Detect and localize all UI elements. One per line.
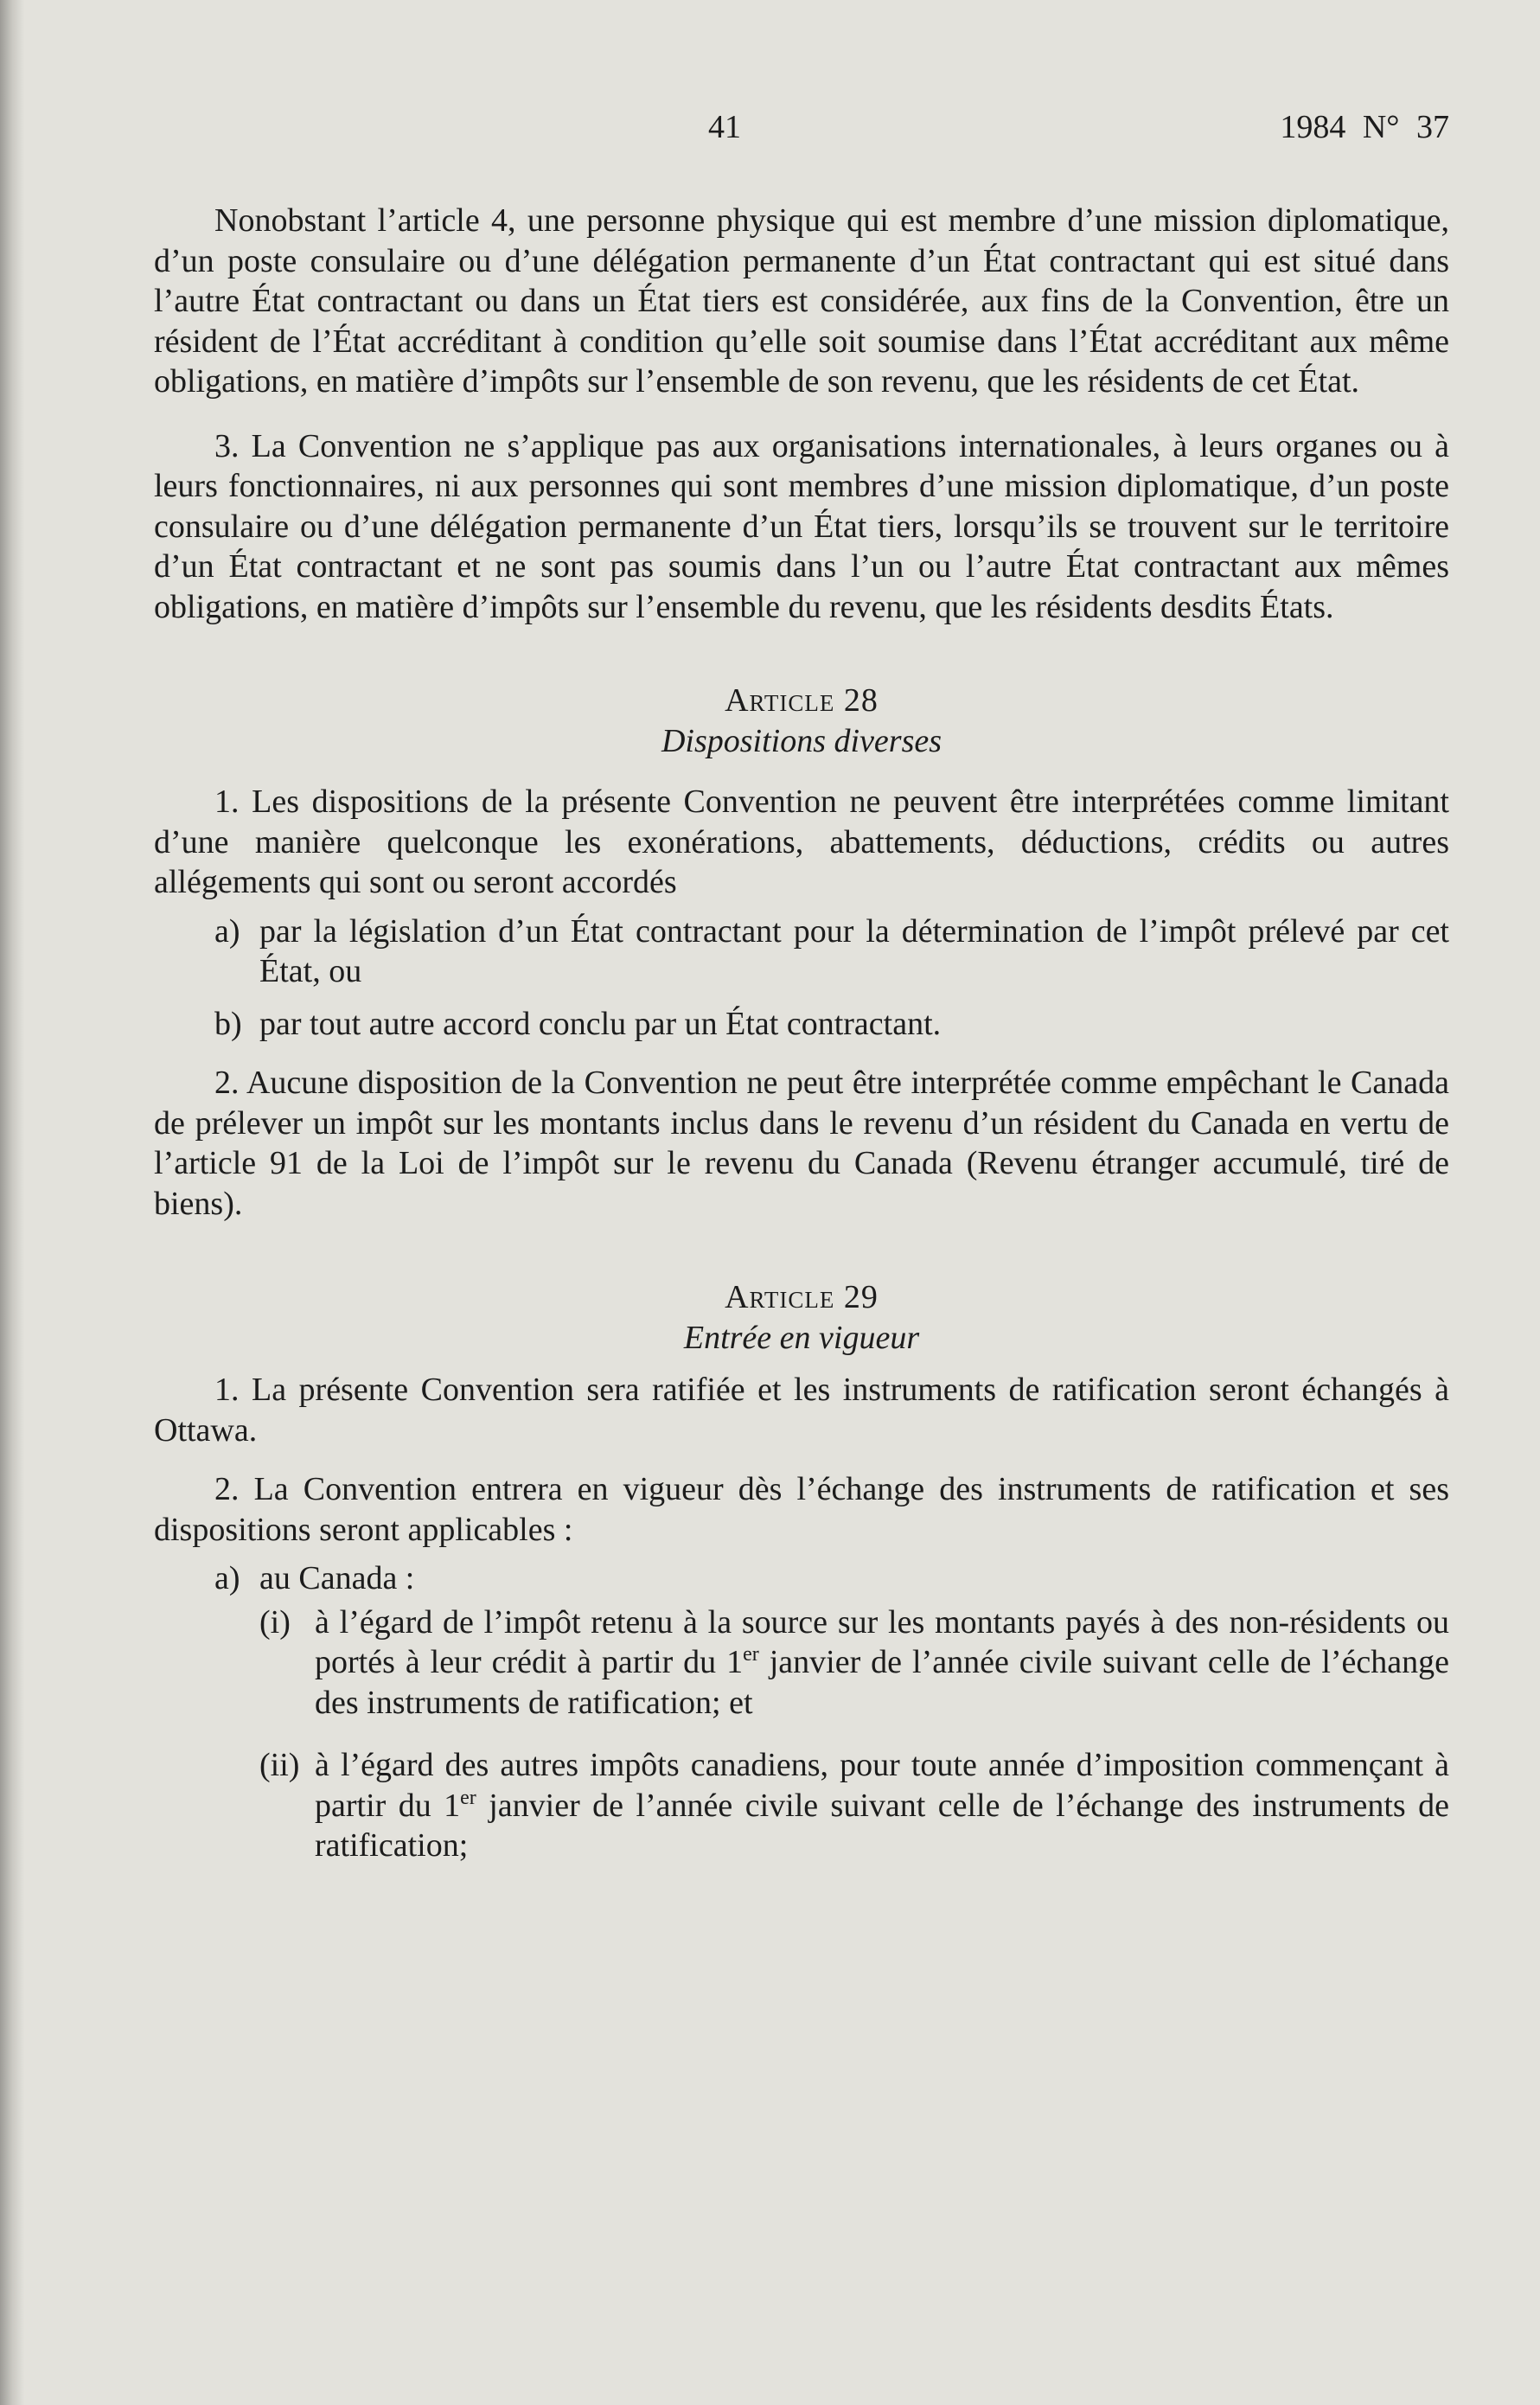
article29-item-a (154, 1558, 1449, 1599)
article28-item-a (154, 911, 1449, 992)
article28-paragraph-2: 2. Aucune disposition de la Convention ne peut être interprétée comme empêchant le Canada de prélever un impôt sur les montants inclus dans le revenu d’un résident du Canada en vertu de l’article 91 de la Loi de l’impôt sur le revenu du Canada (Revenu étranger accumulé, tiré de biens). (154, 1065, 1449, 1222)
item-text: au Canada : (259, 1560, 415, 1596)
subitem-text-part: janvier de l’année civile suivant celle de l’échange des instruments de ratification; (315, 1787, 1449, 1864)
article29-paragraph-1: 1. La présente Convention sera ratifiée et les instruments de ratification seront échangés à Ottawa. (154, 1372, 1449, 1449)
document-page (154, 95, 1449, 1866)
article29-subitem-i (154, 1602, 1449, 1724)
subitem-marker: (i) (259, 1603, 291, 1641)
item-marker: b) (214, 1005, 242, 1042)
treaty-reference: 1984 N° 37 (1280, 109, 1449, 145)
page-number: 41 (708, 109, 741, 145)
article29-subitem-ii (154, 1745, 1449, 1866)
item-text: par la législation d’un État contractant pour la détermination de l’impôt prélevé par cet État, ou (259, 912, 1449, 989)
article27-paragraph-2: Nonobstant l’article 4, une personne physique qui est membre d’une mission diplomatique, d’un poste consulaire ou d’une délégation permanente d’un État contractant qui est situé dans l’autre État contractant ou dans un État tiers est considérée, aux fins de la Convention, être un résident de l’État accréditant à condition qu’elle soit soumise dans l’État accréditant aux même obligations, en matière d’impôts sur l’ensemble de son revenu, que les résidents de cet État. (154, 202, 1449, 400)
item-text: par tout autre accord conclu par un État contractant. (259, 1005, 942, 1042)
article27-paragraph-3: 3. La Convention ne s’applique pas aux organisations internationales, à leurs organes ou à leurs fonctionnaires, ni aux personnes qui sont membres d’une mission diplomatique, d’un poste consulaire ou d’une délégation permanente d’un État tiers, lorsqu’ils se trouvent sur le territoire d’un État contractant et ne sont pas soumis dans l’un ou l’autre État contractant aux mêmes obligations, en matière d’impôts sur l’ensemble du revenu, que les résidents desdits États. (154, 427, 1449, 625)
page-header (154, 95, 1449, 156)
article28-item-b (154, 1004, 1449, 1045)
subitem-text (315, 1602, 1449, 1724)
subitem-text-part: à l’égard de l’impôt retenu à la source sur les montants payés à des non-résidents ou portés à leur crédit à partir du 1 (315, 1603, 1449, 1680)
item-marker: a) (214, 1560, 240, 1596)
article29-paragraph-2: 2. La Convention entrera en vigueur dès l’échange des instruments de ratification et ses dispositions seront applicables : (154, 1471, 1449, 1548)
subitem-marker: (ii) (259, 1747, 300, 1783)
superscript: er (743, 1643, 759, 1666)
page-gutter-shadow (0, 0, 24, 2405)
superscript: er (460, 1786, 476, 1809)
subitem-text-part: à l’égard des autres impôts canadiens, pour toute année d’imposition commençant à partir du 1 (315, 1747, 1449, 1824)
subitem-text (315, 1745, 1449, 1866)
article28-paragraph-1: 1. Les dispositions de la présente Convention ne peuvent être interprétées comme limitant d’une manière quelconque les exonérations, abattements, déductions, crédits ou autres allégements qui sont ou seront accordés (154, 784, 1449, 900)
article29-heading: Article 29 (725, 1279, 879, 1315)
article28-subtitle: Dispositions diverses (661, 722, 943, 759)
article28-heading: Article 28 (725, 682, 879, 719)
subitem-text-part: janvier de l’année civile suivant celle de l’échange des instruments de ratification; et (315, 1644, 1449, 1721)
article29-subtitle: Entrée en vigueur (683, 1319, 920, 1356)
item-marker: a) (214, 912, 240, 950)
